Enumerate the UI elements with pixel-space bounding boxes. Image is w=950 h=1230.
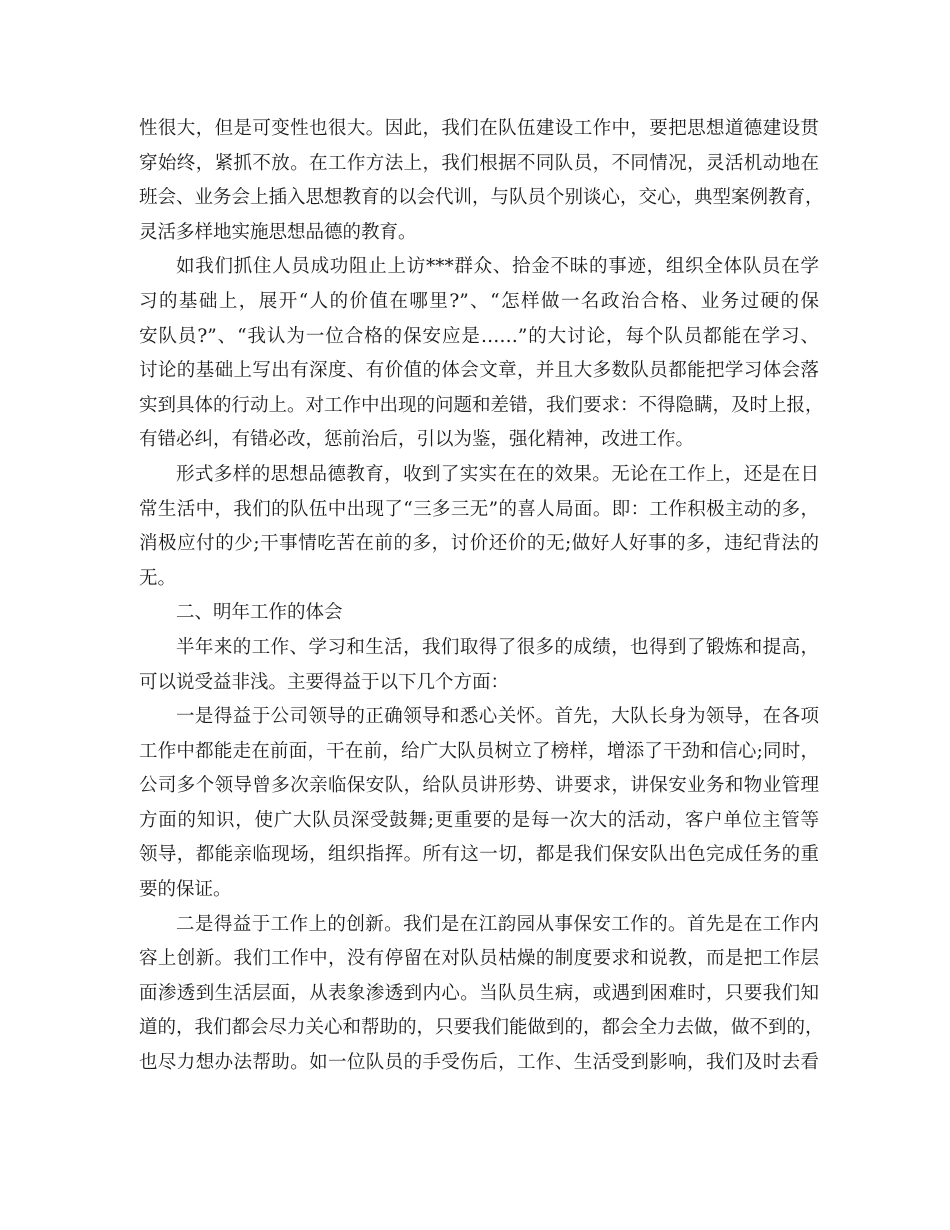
text-line: 工作中都能走在前面，干在前，给广大队员树立了榜样，增添了干劲和信心;同时，	[139, 740, 819, 762]
paragraph	[139, 250, 824, 458]
text-line: 一是得益于公司领导的正确领导和悉心关怀。首先，大队长身为领导，在各项	[176, 706, 819, 728]
text-line: 可以说受益非浅。主要得益于以下几个方面：	[139, 671, 510, 693]
text-line: 二是得益于工作上的创新。我们是在江韵园从事保安工作的。首先是在工作内	[176, 913, 819, 935]
text-line: 性很大，但是可变性也很大。因此，我们在队伍建设工作中，要把思想道德建设贯	[139, 118, 819, 139]
text-line: 讨论的基础上写出有深度、有价值的体会文章，并且大多数队员都能把学习体会落	[139, 360, 819, 382]
text-line: 方面的知识，使广大队员深受鼓舞;更重要的是每一次大的活动，客户单位主管等	[139, 809, 819, 831]
paragraph	[139, 908, 824, 1081]
text-line: 有错必纠，有错必改，惩前治后，引以为鉴，强化精神，改进工作。	[139, 429, 695, 451]
paragraph	[139, 458, 819, 596]
text-line: 半年来的工作、学习和生活，我们取得了很多的成绩，也得到了锻炼和提高，	[176, 636, 819, 658]
paragraph	[139, 700, 819, 908]
text-line: 形式多样的思想品德教育，收到了实实在在的效果。无论在工作上，还是在日	[176, 463, 819, 485]
text-line: 容上创新。我们工作中，没有停留在对队员枯燥的制度要求和说教，而是把工作层	[139, 948, 819, 970]
text-line: 公司多个领导曾多次亲临保安队，给队员讲形势、讲要求，讲保安业务和物业管理	[139, 775, 819, 797]
text-line: 无。	[139, 567, 177, 589]
section-heading	[139, 596, 819, 631]
heading-text: 二、明年工作的体会	[176, 602, 343, 624]
text-line: 灵活多样地实施思想品德的教育。	[139, 221, 417, 243]
text-line: 实到具体的行动上。对工作中出现的问题和差错，我们要求：不得隐瞒，及时上报，	[139, 394, 824, 416]
text-line: 消极应付的少;干事情吃苦在前的多，讨价还价的无;做好人好事的多，违纪背法的	[139, 533, 819, 555]
text-line: 常生活中，我们的队伍中出现了“三多三无”的喜人局面。即：工作积极主动的多，	[139, 498, 819, 520]
paragraph	[139, 631, 819, 700]
text-line: 要的保证。	[139, 879, 232, 901]
text-line: 领导，都能亲临现场，组织指挥。所有这一切，都是我们保安队出色完成任务的重	[139, 844, 819, 866]
document-body	[139, 112, 824, 1081]
text-line: 班会、业务会上插入思想教育的以会代训，与队员个别谈心，交心，典型案例教育，	[139, 187, 824, 209]
text-line: 安队员?”、“我认为一位合格的保安应是……”的大讨论，每个队员都能在学习、	[139, 325, 819, 347]
text-line: 也尽力想办法帮助。如一位队员的手受伤后，工作、生活受到影响，我们及时去看	[139, 1052, 819, 1074]
text-line: 道的，我们都会尽力关心和帮助的，只要我们能做到的，都会全力去做，做不到的，	[139, 1017, 824, 1039]
text-line: 面渗透到生活层面，从表象渗透到内心。当队员生病，或遇到困难时，只要我们知	[139, 982, 819, 1004]
text-line: 习的基础上，展开“人的价值在哪里?”、“怎样做一名政治合格、业务过硬的保	[139, 290, 819, 312]
text-line: 如我们抓住人员成功阻止上访***群众、拾金不昧的事迹，组织全体队员在学	[176, 256, 819, 278]
text-line: 穿始终，紧抓不放。在工作方法上，我们根据不同队员，不同情况，灵活机动地在	[139, 152, 819, 174]
paragraph	[139, 112, 824, 250]
